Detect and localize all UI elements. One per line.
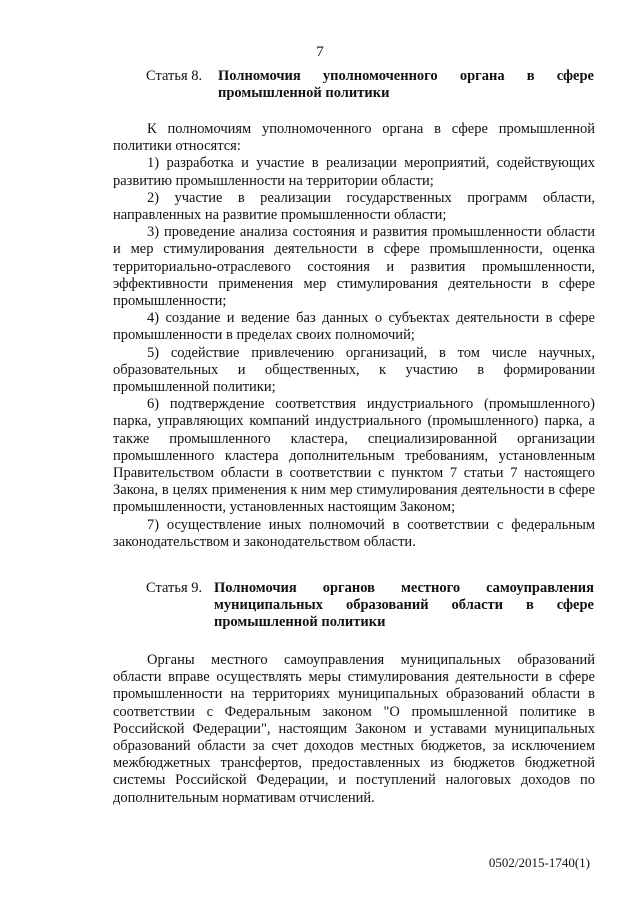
- document-code: 0502/2015-1740(1): [488, 855, 590, 870]
- article-9-title: Полномочия органов местного самоуправления муниципальных образований области в сфере промышленной политики: [214, 580, 594, 630]
- article-8-title: Полномочия уполномоченного органа в сфере промышленной политики: [218, 68, 594, 101]
- article-8-number: Статья 8.: [146, 68, 203, 84]
- article-9-paragraph: Органы местного самоуправления муниципальных образований области вправе осуществлять меры стимулирования деятельности в сфере промышленности на территориях муниципальных образований области в соответствии с Федеральным законом "О промышленной политике в Российской Федерации", настоящим Законом и уставами муниципальных образований области за счет доходов местных бюджетов, за исключением межбюджетных трансфертов, предоставленных из бюджетов бюджетной системы Российской Федерации, и поступлений налоговых доходов по дополнительным нормативам отчислений.: [113, 652, 595, 806]
- page-number: 7: [316, 44, 324, 60]
- article-9-body: [113, 652, 595, 807]
- article-9-heading: [146, 580, 594, 631]
- article-8-intro: К полномочиям уполномоченного органа в сфере промышленной политики относятся:: [113, 121, 595, 155]
- article-8-item-6: 6) подтверждение соответствия индустриального (промышленного) парка, управляющих компаний индустриального (промышленного) парка, а также промышленного кластера, специализированной организации промышленного кластера дополнительным требованиям, установленным Правительством области в соответствии с пунктом 7 статьи 7 настоящего Закона, в целях применения к ним мер стимулирования деятельности в сфере промышленности, установленных настоящим Законом;: [113, 396, 595, 516]
- article-8-item-7: 7) осуществление иных полномочий в соответствии с федеральным законодательством и законодательством области.: [113, 516, 595, 550]
- article-8-item-3: 3) проведение анализа состояния и развития промышленности области и мер стимулирования деятельности в сфере промышленности, оценка территориально-отраслевого состояния и развития промышленности, эффективности применения мер стимулирования деятельности в сфере промышленности;: [113, 224, 595, 310]
- article-8-item-2: 2) участие в реализации государственных программ области, направленных на развитие промышленности области;: [113, 189, 595, 224]
- article-8-item-5: 5) содействие привлечению организаций, в том числе научных, образовательных и общественных, к участию в формировании промышленной политики;: [113, 344, 595, 396]
- article-8-item-4: 4) создание и ведение баз данных о субъектах деятельности в сфере промышленности в пределах своих полномочий;: [113, 310, 595, 344]
- article-8-heading: [146, 68, 594, 102]
- article-9-number: Статья 9.: [146, 580, 203, 596]
- article-8-item-1: 1) разработка и участие в реализации мероприятий, содействующих развитию промышленности на территории области;: [113, 155, 595, 189]
- article-8-body: [113, 121, 595, 551]
